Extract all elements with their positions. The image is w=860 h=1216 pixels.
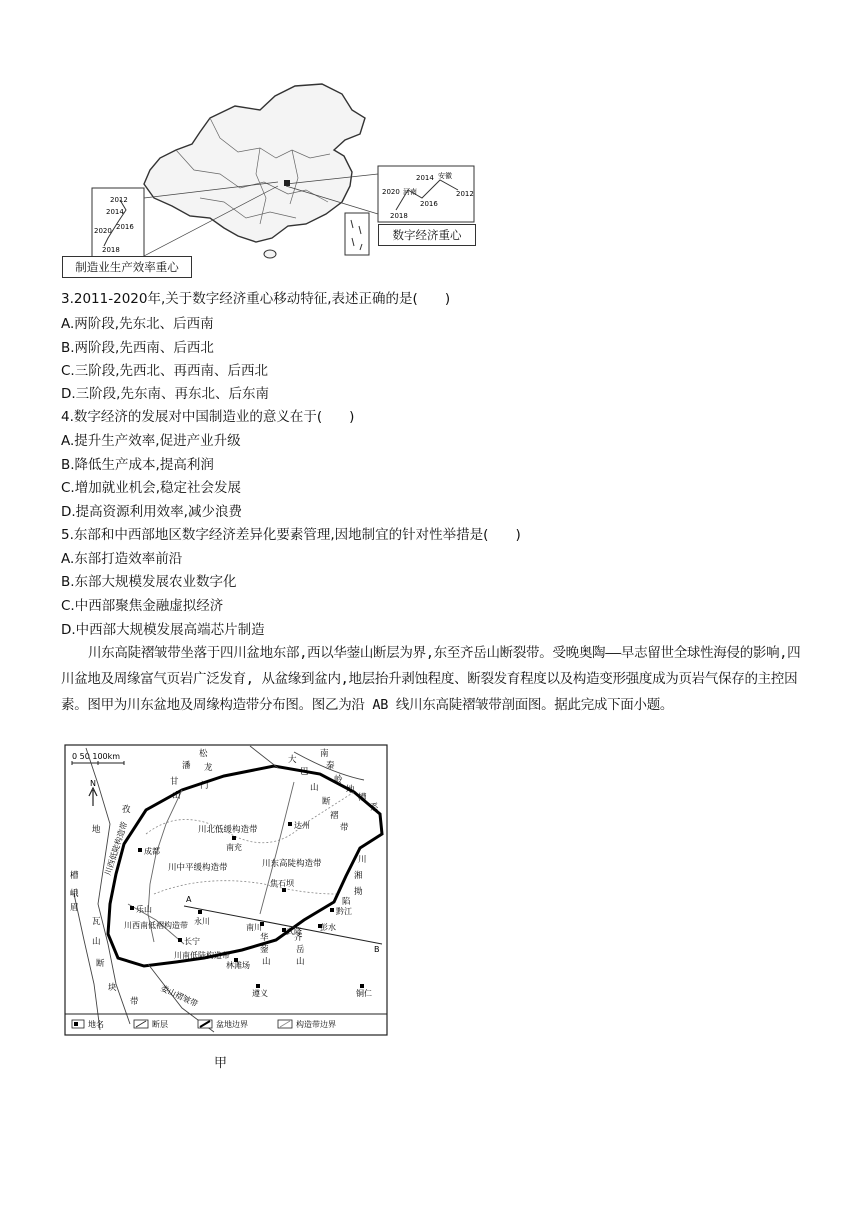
scale-label: 0 50 100km [72, 752, 121, 761]
city-changning: 长宁 [184, 937, 200, 946]
svg-text:湘: 湘 [354, 871, 363, 881]
zone-chuandong: 川东高陡构造带 [262, 859, 322, 869]
q4-option-c: C.增加就业机会,稳定社会发展 [61, 480, 242, 496]
svg-text:蓥: 蓥 [260, 945, 269, 955]
svg-text:山: 山 [296, 957, 305, 967]
q5-stem: 5.东部和中西部地区数字经济差异化要素管理,因地制宜的针对性举措是( ) [61, 527, 521, 543]
left-year-2020: 2020 [94, 227, 112, 235]
q3-stem: 3.2011-2020年,关于数字经济重心移动特征,表述正确的是( ) [61, 291, 451, 307]
sichuan-basin-map [64, 744, 390, 1038]
svg-text:槽: 槽 [358, 793, 367, 803]
city-dazhou: 达州 [294, 821, 310, 830]
right-caption: 数字经济重心 [392, 228, 462, 242]
point-b: B [374, 945, 380, 954]
svg-text:巴: 巴 [300, 767, 309, 777]
q3-option-d: D.三阶段,先东南、再东北、后东南 [61, 386, 269, 402]
zone-chuanzhong: 川中平缓构造带 [168, 863, 228, 873]
svg-text:秦: 秦 [326, 761, 335, 771]
svg-text:地: 地 [346, 785, 355, 795]
china-center-map [60, 78, 474, 278]
q5-option-b: B.东部大规模发展农业数字化 [61, 574, 237, 590]
right-year-2012: 2012 [456, 190, 474, 198]
legend-fault: 断层 [152, 1020, 168, 1029]
svg-text:褶: 褶 [330, 811, 339, 821]
legend-place: 地名 [88, 1020, 104, 1029]
north-label: N [90, 779, 96, 788]
q4-option-b: B.降低生产成本,提高利润 [61, 457, 214, 473]
legend-basin: 盆地边界 [216, 1020, 248, 1029]
left-year-2012: 2012 [110, 196, 128, 204]
svg-text:潘: 潘 [182, 761, 191, 771]
zone-loushan: 娄山褶皱带 [159, 983, 200, 1009]
left-caption: 制造业生产效率重心 [75, 260, 179, 274]
svg-text:南: 南 [320, 749, 329, 759]
zone-chuanxinan: 川西南低褶构造带 [124, 921, 188, 930]
svg-text:系: 系 [370, 803, 379, 813]
right-year-2014: 2014 [416, 174, 434, 182]
city-qianjiang: 黔江 [336, 907, 352, 916]
q5-option-a: A.东部打造效率前沿 [61, 551, 183, 567]
q4-option-d: D.提高资源利用效率,减少浪费 [61, 504, 242, 520]
right-caption-box [378, 224, 476, 246]
svg-text:地: 地 [92, 825, 101, 835]
svg-text:峨: 峨 [70, 889, 79, 899]
svg-text:断: 断 [96, 959, 105, 969]
legend-zone: 构造带边界 [296, 1020, 336, 1029]
q3-option-c: C.三阶段,先西北、再西南、后西北 [61, 363, 269, 379]
svg-text:山: 山 [92, 937, 101, 947]
svg-text:川: 川 [358, 855, 367, 865]
city-chengdu: 成都 [144, 847, 160, 856]
city-nanchong: 南充 [226, 843, 242, 852]
right-year-2018: 2018 [390, 212, 408, 220]
point-a: A [186, 895, 192, 904]
zone-chuannan: 川南低陡构造带 [174, 951, 230, 960]
svg-text:岳: 岳 [296, 945, 305, 955]
city-zunyi: 遵义 [252, 989, 268, 998]
svg-text:山: 山 [172, 791, 181, 801]
city-pengshui: 彭水 [320, 923, 336, 932]
svg-text:带: 带 [340, 823, 349, 833]
map-caption-jia: 甲 [214, 1056, 228, 1071]
svg-text:孜: 孜 [122, 805, 131, 815]
q3-option-a: A.两阶段,先东北、后西南 [61, 316, 214, 332]
svg-text:块: 块 [108, 983, 117, 993]
q3-option-b: B.两阶段,先西南、后西北 [61, 340, 214, 356]
china-outline [144, 84, 365, 242]
svg-text:拗: 拗 [354, 887, 363, 897]
svg-text:大: 大 [288, 755, 297, 765]
reading-passage: 川东高陡褶皱带坐落于四川盆地东部,西以华蓥山断层为界,东至齐岳山断裂带。受晚奥陶——早志留世全球性海侵的影响,四川盆地及周缘富气页岩广泛发育, 从盆缘到盆内,地层抬升剥蚀程度、断裂发育程度以及构造变形强度成为页岩气保存的主控因素。图甲为川东盆地及周缘构造带分布图。图乙为沿 AB 线川东高陡褶皱带剖面图。据此完成下面小题。 [61, 645, 801, 713]
city-yongchuan: 永川 [194, 917, 210, 926]
svg-text:甘: 甘 [170, 777, 179, 787]
city-jiaoshiba: 焦石坝 [270, 879, 294, 888]
left-year-2018: 2018 [102, 246, 120, 254]
svg-text:断: 断 [322, 797, 331, 807]
right-place-anhui: 安徽 [438, 172, 452, 180]
svg-text:松: 松 [199, 749, 208, 759]
svg-text:陷: 陷 [342, 897, 351, 907]
svg-text:山: 山 [262, 957, 271, 967]
right-year-2016: 2016 [420, 200, 438, 208]
svg-text:眉: 眉 [70, 903, 79, 913]
left-year-2016: 2016 [116, 223, 134, 231]
svg-text:华: 华 [260, 933, 269, 943]
q5-option-d: D.中西部大规模发展高端芯片制造 [61, 622, 265, 638]
city-tongren: 铜仁 [356, 989, 372, 998]
svg-text:山: 山 [310, 783, 319, 793]
q5-option-c: C.中西部聚焦金融虚拟经济 [61, 598, 224, 614]
zone-chuanbei: 川北低缓构造带 [198, 825, 258, 835]
svg-text:瓦: 瓦 [92, 917, 101, 927]
svg-text:龙: 龙 [204, 763, 213, 773]
right-place-henan: 河南 [403, 188, 417, 196]
svg-text:岭: 岭 [334, 775, 343, 785]
city-leshan: 乐山 [136, 905, 152, 914]
left-year-2014: 2014 [106, 208, 124, 216]
svg-text:门: 门 [200, 781, 209, 791]
svg-text:槽: 槽 [70, 871, 79, 881]
svg-text:齐: 齐 [294, 933, 303, 943]
left-caption-box [62, 256, 192, 278]
q4-stem: 4.数字经济的发展对中国制造业的意义在于( ) [61, 409, 355, 425]
city-nanchuan: 南川 [246, 923, 262, 932]
city-lintanchang: 林滩场 [226, 961, 250, 970]
q4-option-a: A.提升生产效率,促进产业升级 [61, 433, 241, 449]
zone-chuanxi: 川西低陡构造带 [103, 820, 130, 877]
svg-text:带: 带 [130, 997, 139, 1007]
city-wulong: 武隆 [286, 927, 302, 936]
right-year-2020: 2020 [382, 188, 400, 196]
